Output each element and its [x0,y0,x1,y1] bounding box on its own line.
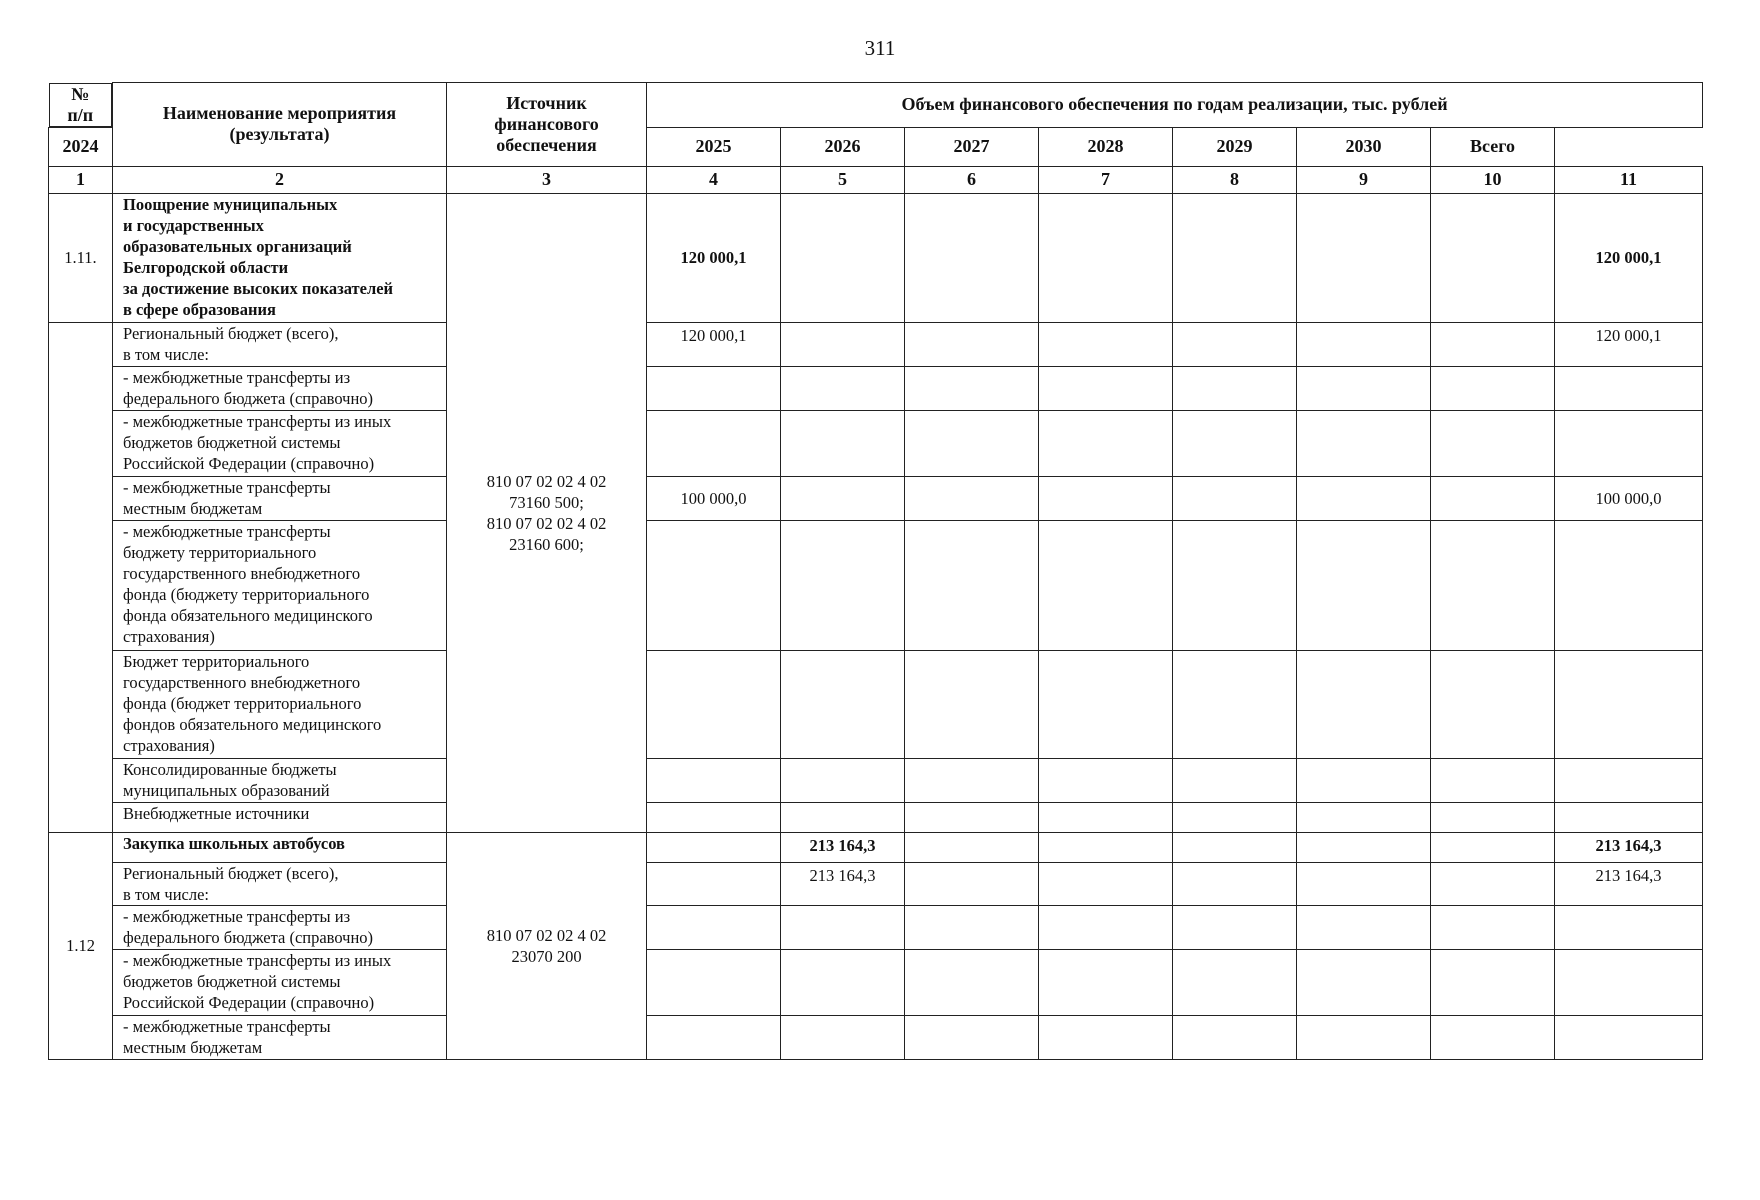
value-cell [1039,476,1173,520]
value-cell [647,950,781,1015]
value-cell [905,650,1039,758]
header-row-1 [49,83,1703,128]
value-cell [1431,1015,1555,1059]
header-source: Источник финансового обеспечения [447,83,647,167]
column-index-cell: 8 [1173,166,1297,193]
budget-row-label-cell [113,476,447,520]
value-cell [1297,367,1431,411]
value-cell [1173,759,1297,803]
value-cell: 120 000,1 [1555,323,1703,367]
value-cell [1297,323,1431,367]
funding-source-code: 810 07 02 02 4 02 23070 200 [447,832,647,1059]
header-year: 2026 [781,127,905,166]
budget-row-label: - межбюджетные трансферты местным бюджетам [123,1016,331,1057]
value-cell [781,367,905,411]
value-cell [1555,1015,1703,1059]
budget-row-label-cell [113,906,447,950]
value-cell [1297,193,1431,323]
budget-row-label-cell [113,520,447,650]
section-number: 1.12 [49,832,113,1059]
value-cell [647,803,781,833]
section-title-row [49,193,1703,323]
value-cell [1173,520,1297,650]
header-name: Наименование мероприятия (результата) [113,83,447,167]
value-cell [1039,650,1173,758]
value-cell [1173,832,1297,862]
value-cell [1431,832,1555,862]
value-cell [1039,411,1173,476]
value-cell [647,367,781,411]
value-cell [781,803,905,833]
budget-row [49,520,1703,650]
column-index-row [49,166,1703,193]
value-cell [905,950,1039,1015]
value-cell [905,862,1039,906]
value-cell [1173,906,1297,950]
header-year: 2029 [1173,127,1297,166]
budget-row [49,367,1703,411]
budget-row [49,862,1703,906]
value-cell [1297,759,1431,803]
value-cell: 100 000,0 [647,476,781,520]
value-cell [781,1015,905,1059]
value-cell: 120 000,1 [647,323,781,367]
value-cell [1297,950,1431,1015]
value-cell [647,1015,781,1059]
value-cell [1555,520,1703,650]
value-cell [1431,367,1555,411]
value-cell [1173,323,1297,367]
value-cell [1173,476,1297,520]
value-cell [781,193,905,323]
budget-row [49,650,1703,758]
value-cell [781,476,905,520]
value-cell [1555,367,1703,411]
column-index-cell: 1 [49,166,113,193]
budget-row-label-cell [113,862,447,906]
page-number: 311 [864,36,896,60]
value-cell [781,650,905,758]
value-cell [647,862,781,906]
value-cell [1555,906,1703,950]
value-cell [1431,476,1555,520]
value-cell [781,323,905,367]
budget-row [49,323,1703,367]
budget-row [49,476,1703,520]
value-cell [1431,906,1555,950]
table-body [49,193,1703,1060]
value-cell [1297,476,1431,520]
value-cell [1431,803,1555,833]
budget-row-label: - межбюджетные трансферты бюджету территориального государственного внебюджетного фонда (бюджету территориального фонда обязательного медицинского страхования) [123,521,373,646]
funding-source-code: 810 07 02 02 4 02 73160 500; 810 07 02 02 4 02 23160 600; [447,193,647,832]
section-title-cell [113,193,447,323]
value-cell [1039,193,1173,323]
value-cell [905,759,1039,803]
budget-row-label: Региональный бюджет (всего), в том числе: [123,863,339,904]
value-cell [1555,650,1703,758]
column-index-cell: 10 [1431,166,1555,193]
value-cell [647,411,781,476]
section-number: 1.11. [49,193,113,323]
header-year: 2030 [1297,127,1431,166]
column-index-cell: 9 [1297,166,1431,193]
value-cell [1039,803,1173,833]
value-cell [905,367,1039,411]
financing-table [48,82,1703,1060]
column-index-cell: 5 [781,166,905,193]
value-cell: 213 164,3 [781,862,905,906]
value-cell [1297,520,1431,650]
value-cell [647,650,781,758]
value-cell [905,520,1039,650]
budget-row-label: - межбюджетные трансферты из иных бюджетов бюджетной системы Российской Федерации (справочно) [123,951,392,1013]
column-index-cell: 4 [647,166,781,193]
header-num: № п/п [49,83,113,127]
value-cell [1297,650,1431,758]
value-cell [1173,367,1297,411]
budget-row-label-cell [113,323,447,367]
value-cell [1431,950,1555,1015]
value-cell [1297,862,1431,906]
budget-row [49,759,1703,803]
value-cell [1173,193,1297,323]
value-cell [1431,862,1555,906]
value-cell [1039,862,1173,906]
value-cell [1173,862,1297,906]
budget-row-label: Бюджет территориального государственного внебюджетного фонда (бюджет территориального фондов обязательного медицинского страхования) [123,651,382,755]
value-cell [647,832,781,862]
value-cell [1431,193,1555,323]
value-cell: 120 000,1 [1555,193,1703,323]
budget-row-label-cell [113,803,447,833]
budget-row-label-cell [113,367,447,411]
value-cell [1173,650,1297,758]
budget-row [49,950,1703,1015]
value-cell [1555,411,1703,476]
value-cell [1173,950,1297,1015]
value-cell [1039,759,1173,803]
budget-row-label: - межбюджетные трансферты из иных бюджетов бюджетной системы Российской Федерации (справочно) [123,412,392,474]
value-cell [905,323,1039,367]
header-year: 2025 [647,127,781,166]
value-cell: 120 000,1 [647,193,781,323]
header-volume: Объем финансового обеспечения по годам реализации, тыс. рублей [647,83,1703,128]
section-title-row [49,832,1703,862]
budget-row [49,906,1703,950]
header-year: Всего [1431,127,1555,166]
budget-row-label: Региональный бюджет (всего), в том числе: [123,324,339,365]
value-cell [1297,906,1431,950]
value-cell [1173,803,1297,833]
value-cell [1039,520,1173,650]
budget-row-label: Внебюджетные источники [123,804,310,824]
value-cell [1039,832,1173,862]
value-cell [647,906,781,950]
value-cell [781,411,905,476]
value-cell [1039,1015,1173,1059]
column-index-cell: 6 [905,166,1039,193]
value-cell: 213 164,3 [781,832,905,862]
column-index-cell: 11 [1555,166,1703,193]
budget-row-label: - межбюджетные трансферты из федерального бюджета (справочно) [123,907,374,948]
header-year: 2027 [905,127,1039,166]
value-cell [647,520,781,650]
budget-row-label-cell [113,759,447,803]
section-title: Поощрение муниципальных и государственных образовательных организаций Белгородской области за достижение высоких показателей в сфере образования [123,194,394,319]
value-cell [1039,950,1173,1015]
value-cell [781,520,905,650]
budget-row-label-cell [113,1015,447,1059]
budget-row-label: Консолидированные бюджеты муниципальных образований [123,760,337,801]
value-cell [1555,759,1703,803]
value-cell [905,411,1039,476]
budget-row-label: - межбюджетные трансферты из федерального бюджета (справочно) [123,368,374,409]
section-number-blank [49,323,113,832]
value-cell [905,476,1039,520]
column-index-cell: 3 [447,166,647,193]
value-cell [1431,411,1555,476]
value-cell [1431,650,1555,758]
value-cell [781,759,905,803]
value-cell [1039,906,1173,950]
value-cell [1431,323,1555,367]
value-cell [1039,323,1173,367]
value-cell [1555,950,1703,1015]
budget-row-label-cell [113,950,447,1015]
value-cell [1173,411,1297,476]
value-cell [905,1015,1039,1059]
column-index-cell: 2 [113,166,447,193]
value-cell [905,193,1039,323]
value-cell [781,950,905,1015]
section-title-cell [113,832,447,862]
value-cell: 213 164,3 [1555,832,1703,862]
value-cell [905,906,1039,950]
value-cell [905,803,1039,833]
section-title: Закупка школьных автобусов [123,833,345,853]
value-cell [905,832,1039,862]
budget-row-label-cell [113,650,447,758]
budget-row [49,411,1703,476]
value-cell [1039,367,1173,411]
header-year: 2028 [1039,127,1173,166]
column-index-cell: 7 [1039,166,1173,193]
value-cell [1297,411,1431,476]
value-cell [781,906,905,950]
header-year: 2024 [49,127,113,166]
value-cell: 100 000,0 [1555,476,1703,520]
budget-row [49,1015,1703,1059]
value-cell: 213 164,3 [1555,862,1703,906]
value-cell [1431,759,1555,803]
value-cell [1431,520,1555,650]
value-cell [1297,1015,1431,1059]
value-cell [1173,1015,1297,1059]
value-cell [1555,803,1703,833]
budget-row-label-cell [113,411,447,476]
budget-row [49,803,1703,833]
value-cell [1297,832,1431,862]
value-cell [647,759,781,803]
budget-row-label: - межбюджетные трансферты местным бюджетам [123,477,331,518]
value-cell [1297,803,1431,833]
